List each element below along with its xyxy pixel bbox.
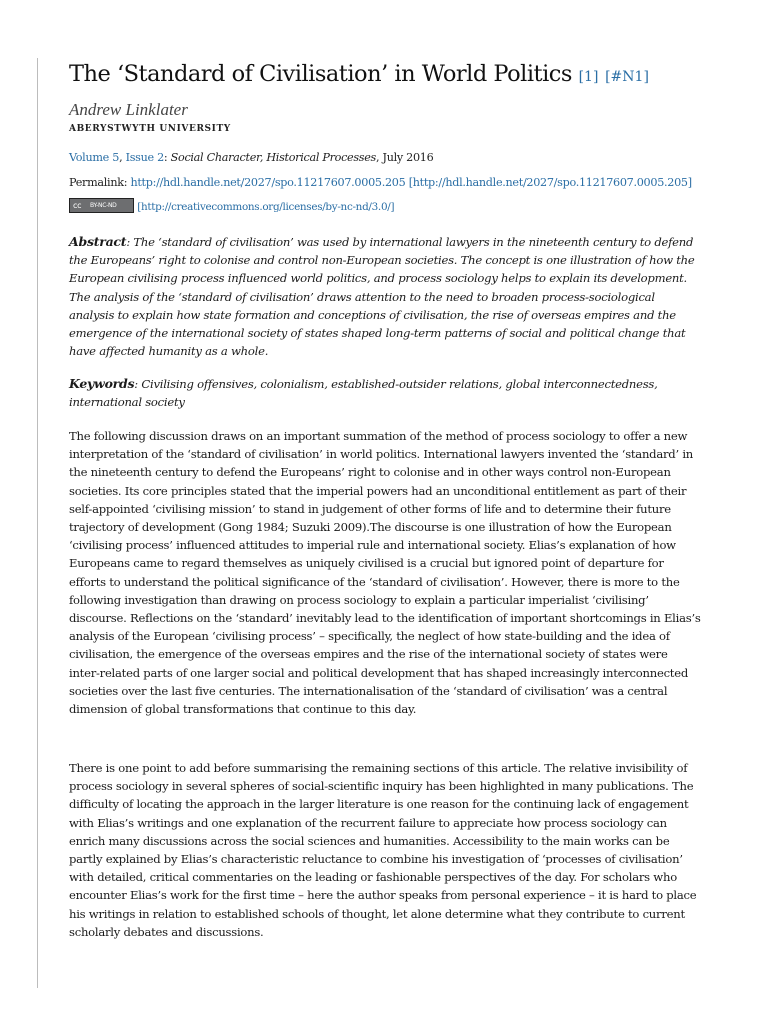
volume-link[interactable]: Volume 5 [69,151,120,164]
title-footnote-link[interactable]: [1] [578,69,599,85]
left-margin-rule [37,58,38,988]
issue-date: , July 2016 [376,151,434,164]
body-paragraph-1: The following discussion draws on an important summation of the method of process sociology to offer a new interpretation of the ‘standard of civilisation’ in world politics. International lawyers invented the ‘standard’ in the nineteenth century to defend the Europeans’ right to colonise and in other ways control non-European societies. Its core principles stated that the imperial powers had an unconditional entitlement as part of their self-appointed ‘civilising mission’ to stand in judgement of other forms of life and to determine their future trajectory of development (Gong 1984; Suzuki 2009).The discourse is one illustration of how the European ‘civilising process’ influenced attitudes to imperial rule and international society. Elias’s explanation of how Europeans came to regard themselves as uniquely civilised is a crucial but ignored point of departure for efforts to understand the political significance of the ‘standard of civilisation’. However, there is more to the following investigation than drawing on process sociology to explain a particular imperialist ‘civilising’ discourse. Reflections on the ‘standard’ inevitably lead to the identification of important shortcomings in Elias’s analysis of the European ‘civilising process’ – specifically, the neglect of how state-building and the idea of civilisation, the emergence of the overseas empires and the rise of the international society of states were inter-related parts of one larger social and political development that has shaped increasingly interconnected societies over the last five centuries. The internationalisation of the ‘standard of civilisation’ was a central dimension of global transformations that continue to this day. [69,429,701,717]
issue-title: Social Character, Historical Processes [170,151,376,164]
abstract-text: : The ‘standard of civilisation’ was used by international lawyers in the nineteenth century to defend the Europeans’ right to colonise and control non-European societies. The concept is one illustration of how the European civilising process influenced world politics, and process sociology helps to explain its development. The analysis of the ‘standard of civilisation’ draws attention to the need to broaden process-sociological analysis to explain how state formation and conceptions of civilisation, the rise of overseas empires and the emergence of the international society of states shaped long-term patterns of social and political change that have affected humanity as a whole. [69,235,695,359]
abstract-paragraph [69,233,701,360]
issue-link[interactable]: Issue 2 [125,151,164,164]
license-row [69,198,394,213]
body-paragraph-2: There is one point to add before summarising the remaining sections of this article. The relative invisibility of process sociology in several spheres of social-scientific inquiry has been highlighted in many publications. The difficulty of locating the approach in the larger literature is one reason for the continuing lack of engagement with Elias’s writings and one explanation of the recurrent failure to appreciate how process sociology can enrich many discussions across the social sciences and humanities. Accessibility to the main works can be partly explained by Elias’s characteristic reluctance to combine his investigation of ‘processes of civilisation’ with detailed, critical commentaries on the leading or fashionable perspectives of the day. For scholars who encounter Elias’s work for the first time – here the author speaks from personal experience – it is hard to place his writings in relation to established schools of thought, let alone determine what they contribute to current scholarly debates and discussions. [69,761,697,939]
license-link[interactable]: [http://creativecommons.org/licenses/by-nc-nd/3.0/] [137,201,395,213]
permalink-link[interactable]: http://hdl.handle.net/2027/spo.11217607.0005.205 [130,176,406,189]
author-name: Andrew Linklater [69,100,188,119]
keywords-text: : Civilising offensives, colonialism, established-outsider relations, global interconnectedness, international society [69,377,658,410]
title-footnote-ref-link[interactable]: [#N1] [605,69,649,85]
keywords-label: Keywords [69,376,135,391]
cc-badge-left: cc [73,201,82,210]
abstract-label: Abstract [69,234,127,249]
license-badge[interactable] [69,198,134,213]
permalink-row [69,176,692,189]
issue-info: Volume 5, Issue 2: Social Character, Historical Processes, July 2016 [69,151,434,164]
permalink-label: Permalink: [69,176,131,189]
title-text: The ‘Standard of Civilisation’ in World Politics [69,61,572,87]
permalink-bracket-link[interactable]: [http://hdl.handle.net/2027/spo.11217607.0005.205] [408,176,692,189]
cc-badge-right: BY-NC-ND [90,202,117,209]
keywords-paragraph [69,375,701,411]
article-title [69,58,649,93]
author-affiliation: ABERYSTWYTH UNIVERSITY [69,124,231,134]
